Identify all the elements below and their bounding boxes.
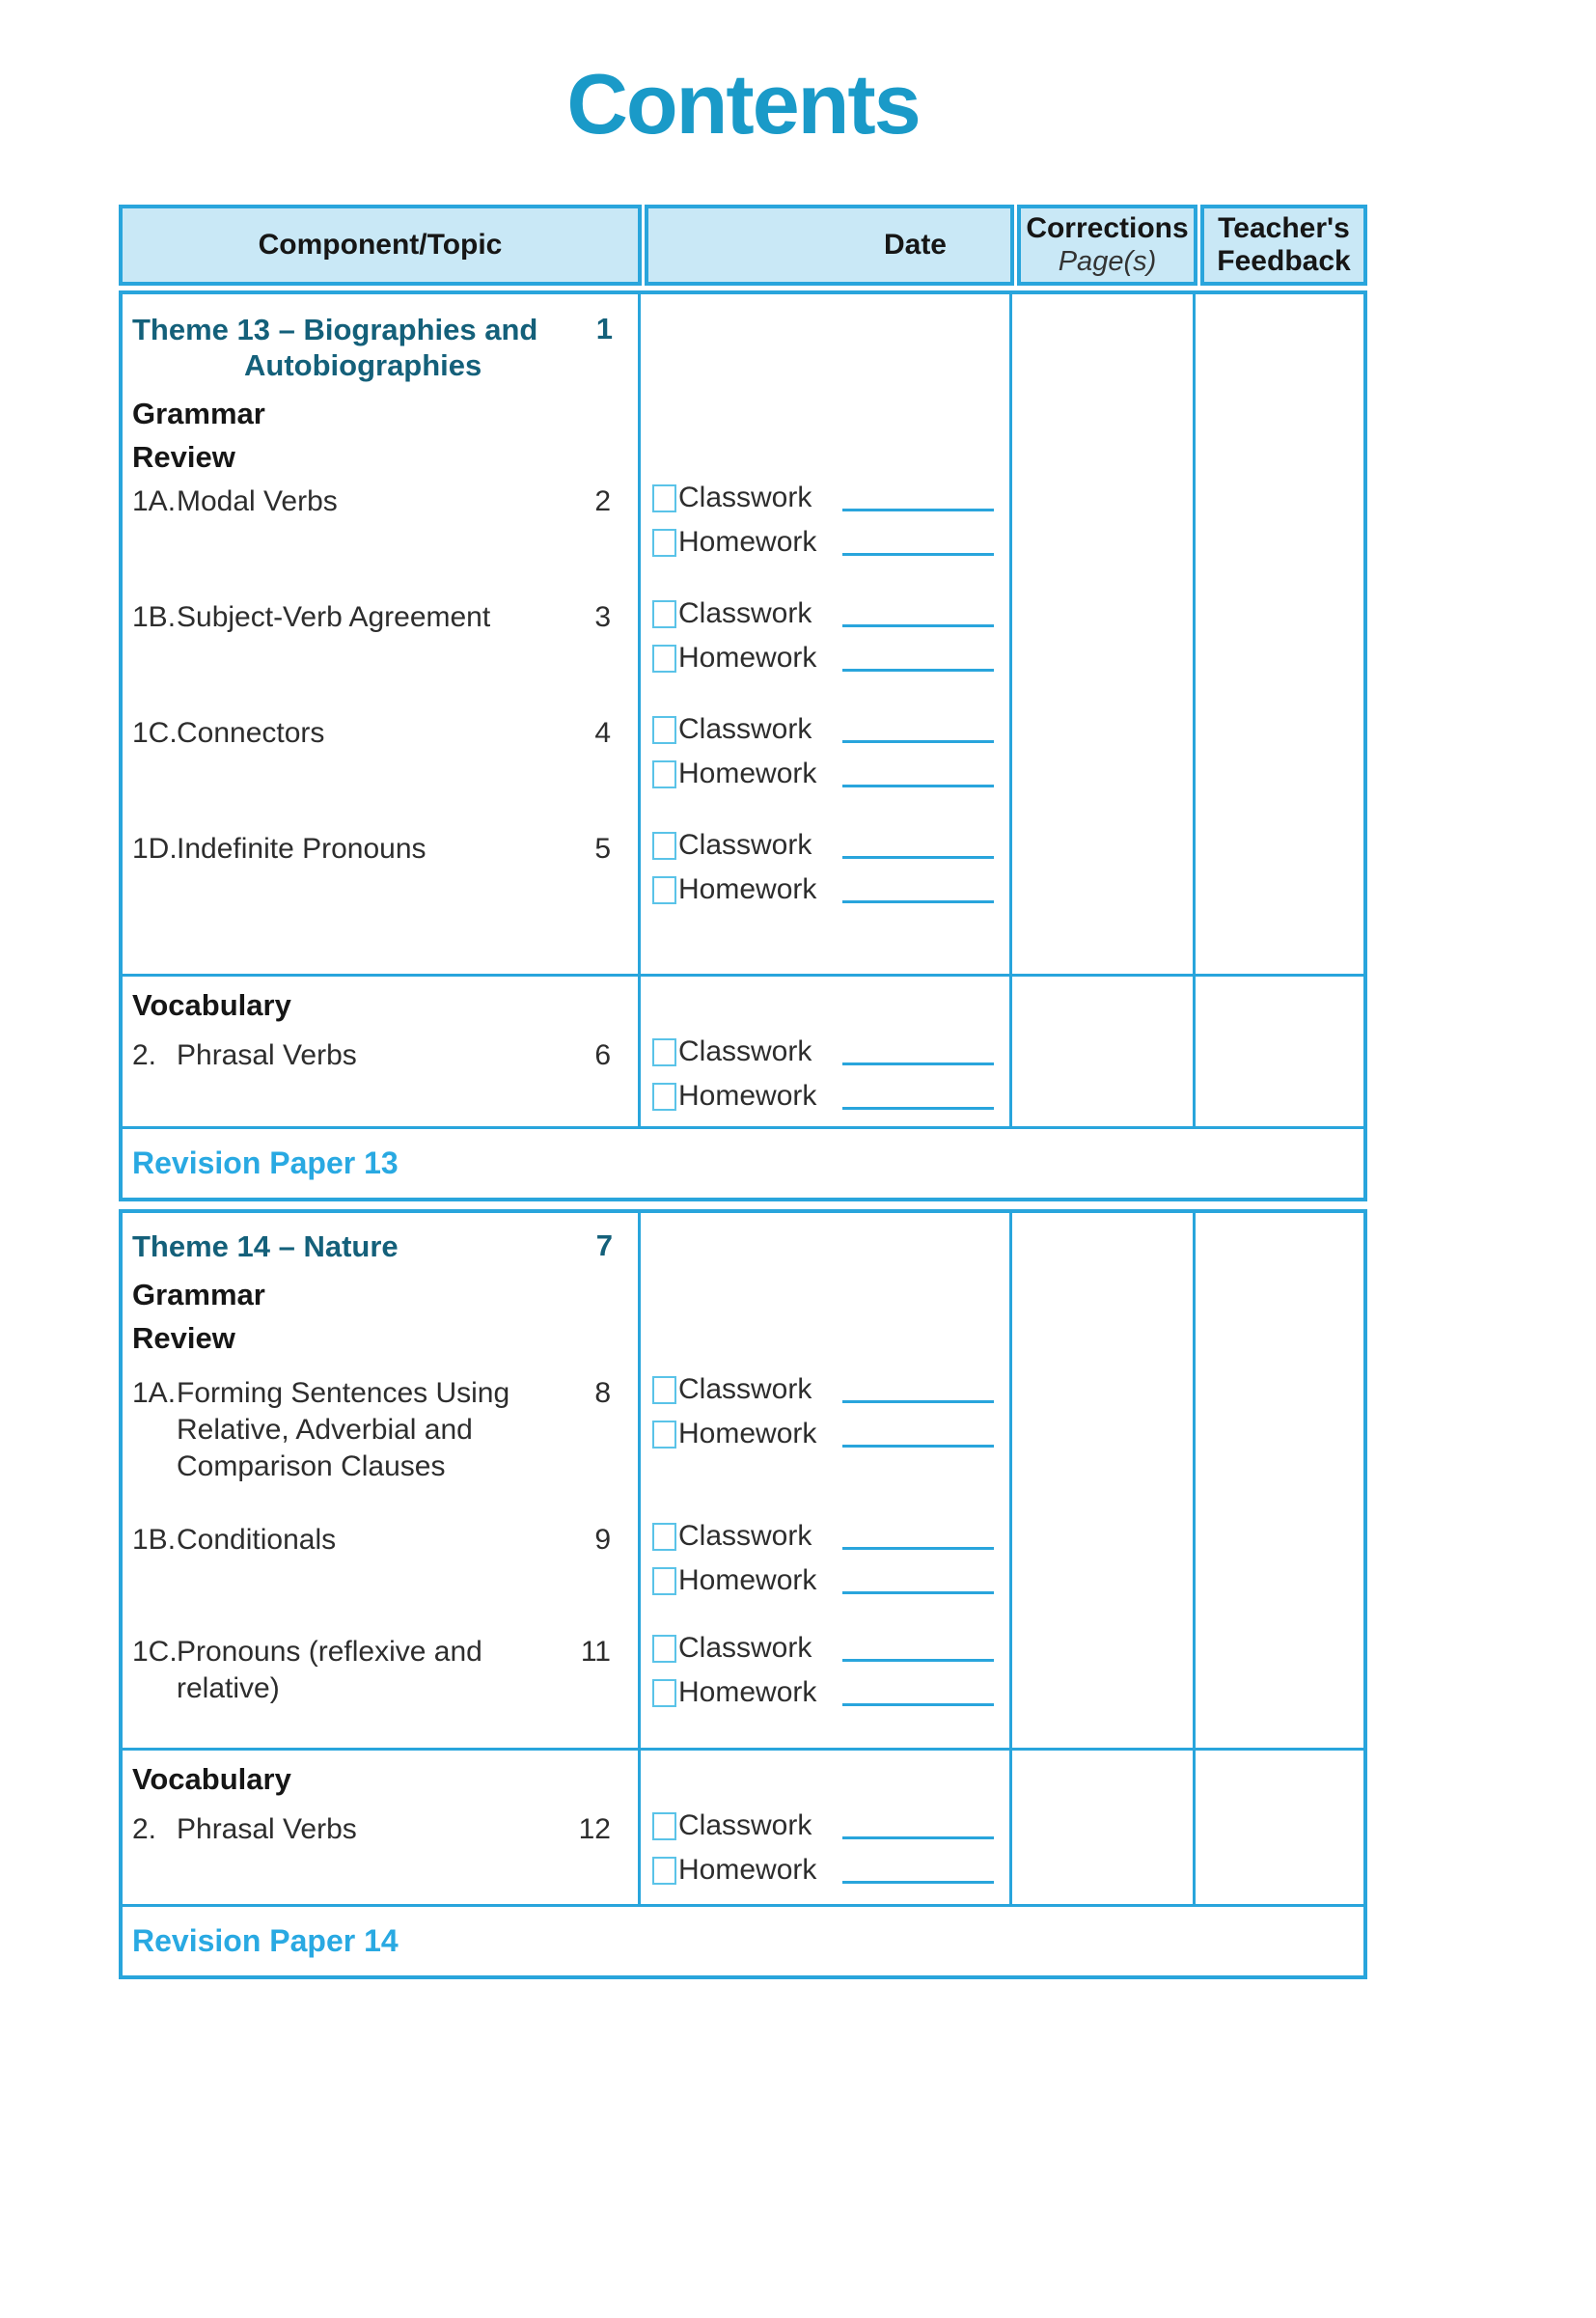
classwork-label: Classwork [678,713,812,745]
homework-label: Homework [678,1564,817,1596]
corrections-cell[interactable] [1012,1624,1196,1748]
homework-row [652,522,994,563]
corrections-cell[interactable] [1012,1748,1196,1802]
item-number: 1D. [132,833,178,865]
homework-date-line[interactable] [842,1445,994,1448]
homework-date-line[interactable] [842,1881,994,1884]
item-label: Connectors [177,717,325,749]
item-label: Modal Verbs [177,485,338,517]
homework-row [652,869,994,910]
item-page-number: 11 [580,1636,611,1668]
classwork-row [652,1806,994,1846]
date-cell [641,294,1012,474]
revision-paper-14-row [123,1904,1363,1975]
date-cell [641,974,1012,1028]
classwork-date-line[interactable] [842,856,994,859]
corrections-cell[interactable] [1012,1213,1196,1366]
item-label: Indefinite Pronouns [177,833,427,865]
corrections-cell[interactable] [1012,705,1196,821]
table-row [123,1802,1363,1904]
header-feedback-line2: Feedback [1217,245,1351,277]
theme13-page-number: 1 [595,312,613,345]
theme13-grammar-heading: Grammar [132,397,265,430]
table-row [123,1366,1363,1512]
homework-date-line[interactable] [842,900,994,903]
homework-label: Homework [678,873,817,905]
date-cell [641,1213,1012,1366]
homework-date-line[interactable] [842,1591,994,1594]
homework-date-line[interactable] [842,1703,994,1706]
classwork-checkbox[interactable] [652,832,676,860]
item-page-number: 4 [594,717,611,749]
item-label: Forming Sentences Using Relative, Adverbial and Comparison Clauses [177,1377,510,1482]
item-page-number: 6 [594,1039,611,1071]
table-header-row [119,205,1367,286]
classwork-row [652,1628,994,1669]
theme13-vocabulary-heading: Vocabulary [123,974,641,1028]
homework-row [652,1076,994,1117]
header-corrections-line1: Corrections [1026,212,1189,244]
item-page-number: 8 [594,1377,611,1409]
homework-checkbox[interactable] [652,1857,676,1885]
theme13-heading-row [123,294,1363,474]
item-page-number: 2 [594,485,611,517]
item-number: 1C. [132,1636,178,1668]
header-date: Date [645,205,1014,286]
homework-row [652,754,994,794]
feedback-cell[interactable] [1196,821,1363,974]
item-label: Conditionals [177,1524,337,1556]
classwork-row [652,1369,994,1410]
feedback-cell[interactable] [1196,705,1363,821]
homework-row [652,1672,994,1713]
header-corrections [1017,205,1197,286]
feedback-cell[interactable] [1196,1624,1363,1748]
item-number: 1C. [132,717,178,749]
classwork-row [652,478,994,518]
item-number: 1B. [132,1524,177,1556]
classwork-label: Classwork [678,1520,812,1552]
homework-label: Homework [678,758,817,789]
homework-label: Homework [678,1418,817,1449]
classwork-checkbox[interactable] [652,1635,676,1663]
item-number: 1A. [132,1377,177,1409]
classwork-row [652,593,994,634]
header-feedback-line1: Teacher's [1218,212,1350,244]
table-row [123,1028,1363,1126]
classwork-checkbox[interactable] [652,1812,676,1840]
classwork-row [652,1516,994,1557]
corrections-cell[interactable] [1012,474,1196,590]
classwork-checkbox[interactable] [652,484,676,512]
classwork-date-line[interactable] [842,1836,994,1839]
classwork-label: Classwork [678,1632,812,1664]
homework-checkbox[interactable] [652,876,676,904]
table-row [123,590,1363,705]
homework-label: Homework [678,1676,817,1708]
theme13-section [119,290,1367,1201]
vocabulary-heading-row [123,974,1363,1028]
classwork-label: Classwork [678,829,812,861]
homework-checkbox[interactable] [652,529,676,557]
classwork-row [652,825,994,866]
homework-date-line[interactable] [842,669,994,672]
revision-paper-13-label: Revision Paper 13 [132,1145,399,1180]
classwork-label: Classwork [678,597,812,629]
feedback-cell[interactable] [1196,294,1363,474]
feedback-cell[interactable] [1196,974,1363,1028]
classwork-checkbox[interactable] [652,1376,676,1404]
header-corrections-line2: Page(s) [1058,246,1157,277]
feedback-cell[interactable] [1196,1512,1363,1624]
homework-date-line[interactable] [842,785,994,787]
classwork-row [652,1032,994,1072]
homework-label: Homework [678,526,817,558]
item-label: Phrasal Verbs [177,1813,357,1845]
theme14-page-number: 7 [595,1228,613,1262]
homework-checkbox[interactable] [652,1421,676,1449]
homework-checkbox[interactable] [652,1567,676,1595]
classwork-date-line[interactable] [842,509,994,511]
vocabulary-heading-row [123,1748,1363,1802]
feedback-cell[interactable] [1196,1366,1363,1512]
header-teachers-feedback [1200,205,1367,286]
feedback-cell[interactable] [1196,1213,1363,1366]
homework-row [652,1414,994,1454]
item-number: 2. [132,1813,157,1845]
feedback-cell[interactable] [1196,1028,1363,1126]
classwork-date-line[interactable] [842,740,994,743]
homework-label: Homework [678,642,817,674]
table-row [123,474,1363,590]
classwork-checkbox[interactable] [652,1038,676,1066]
classwork-label: Classwork [678,1373,812,1405]
table-row [123,705,1363,821]
corrections-cell[interactable] [1012,1802,1196,1904]
homework-checkbox[interactable] [652,1679,676,1707]
homework-label: Homework [678,1854,817,1886]
feedback-cell[interactable] [1196,1802,1363,1904]
homework-row [652,1560,994,1601]
classwork-date-line[interactable] [842,1062,994,1065]
homework-date-line[interactable] [842,1107,994,1110]
theme13-review-heading: Review [132,440,235,474]
theme13-title-line1: Theme 13 – Biographies and [132,313,538,346]
table-row [123,1512,1363,1624]
classwork-label: Classwork [678,1035,812,1067]
item-number: 1B. [132,601,177,633]
homework-label: Homework [678,1080,817,1112]
classwork-checkbox[interactable] [652,1523,676,1551]
corrections-cell[interactable] [1012,294,1196,474]
table-row [123,821,1363,974]
theme14-vocabulary-heading: Vocabulary [123,1748,641,1802]
item-number: 1A. [132,485,177,517]
homework-row [652,1850,994,1890]
theme14-review-heading: Review [132,1321,235,1355]
theme13-title-line2: Autobiographies [244,348,482,382]
item-label: Subject-Verb Agreement [177,601,491,633]
corrections-cell[interactable] [1012,1366,1196,1512]
header-component-topic: Component/Topic [119,205,642,286]
item-number: 2. [132,1039,157,1071]
theme14-section [119,1209,1367,1979]
classwork-date-line[interactable] [842,1400,994,1403]
item-page-number: 5 [594,833,611,865]
feedback-cell[interactable] [1196,590,1363,705]
homework-checkbox[interactable] [652,1083,676,1111]
date-cell [641,1748,1012,1802]
corrections-cell[interactable] [1012,590,1196,705]
corrections-cell[interactable] [1012,821,1196,974]
feedback-cell[interactable] [1196,1748,1363,1802]
classwork-label: Classwork [678,482,812,513]
classwork-checkbox[interactable] [652,716,676,744]
classwork-date-line[interactable] [842,1547,994,1550]
item-page-number: 9 [594,1524,611,1556]
classwork-date-line[interactable] [842,1659,994,1662]
contents-table [119,205,1367,1979]
classwork-label: Classwork [678,1809,812,1841]
homework-checkbox[interactable] [652,760,676,788]
theme14-title-line1: Theme 14 – Nature [132,1229,399,1263]
corrections-cell[interactable] [1012,1028,1196,1126]
theme14-heading-row [123,1213,1363,1366]
homework-checkbox[interactable] [652,645,676,673]
classwork-date-line[interactable] [842,624,994,627]
table-row [123,1624,1363,1748]
classwork-checkbox[interactable] [652,600,676,628]
homework-row [652,638,994,678]
item-page-number: 3 [594,601,611,633]
item-label: Pronouns (reflexive and relative) [177,1636,482,1704]
classwork-row [652,709,994,750]
homework-date-line[interactable] [842,553,994,556]
feedback-cell[interactable] [1196,474,1363,590]
corrections-cell[interactable] [1012,1512,1196,1624]
revision-paper-14-label: Revision Paper 14 [132,1923,399,1958]
theme14-grammar-heading: Grammar [132,1278,265,1311]
revision-paper-13-row [123,1126,1363,1198]
item-page-number: 12 [578,1813,611,1845]
item-label: Phrasal Verbs [177,1039,357,1071]
corrections-cell[interactable] [1012,974,1196,1028]
page-title: Contents [566,56,920,152]
